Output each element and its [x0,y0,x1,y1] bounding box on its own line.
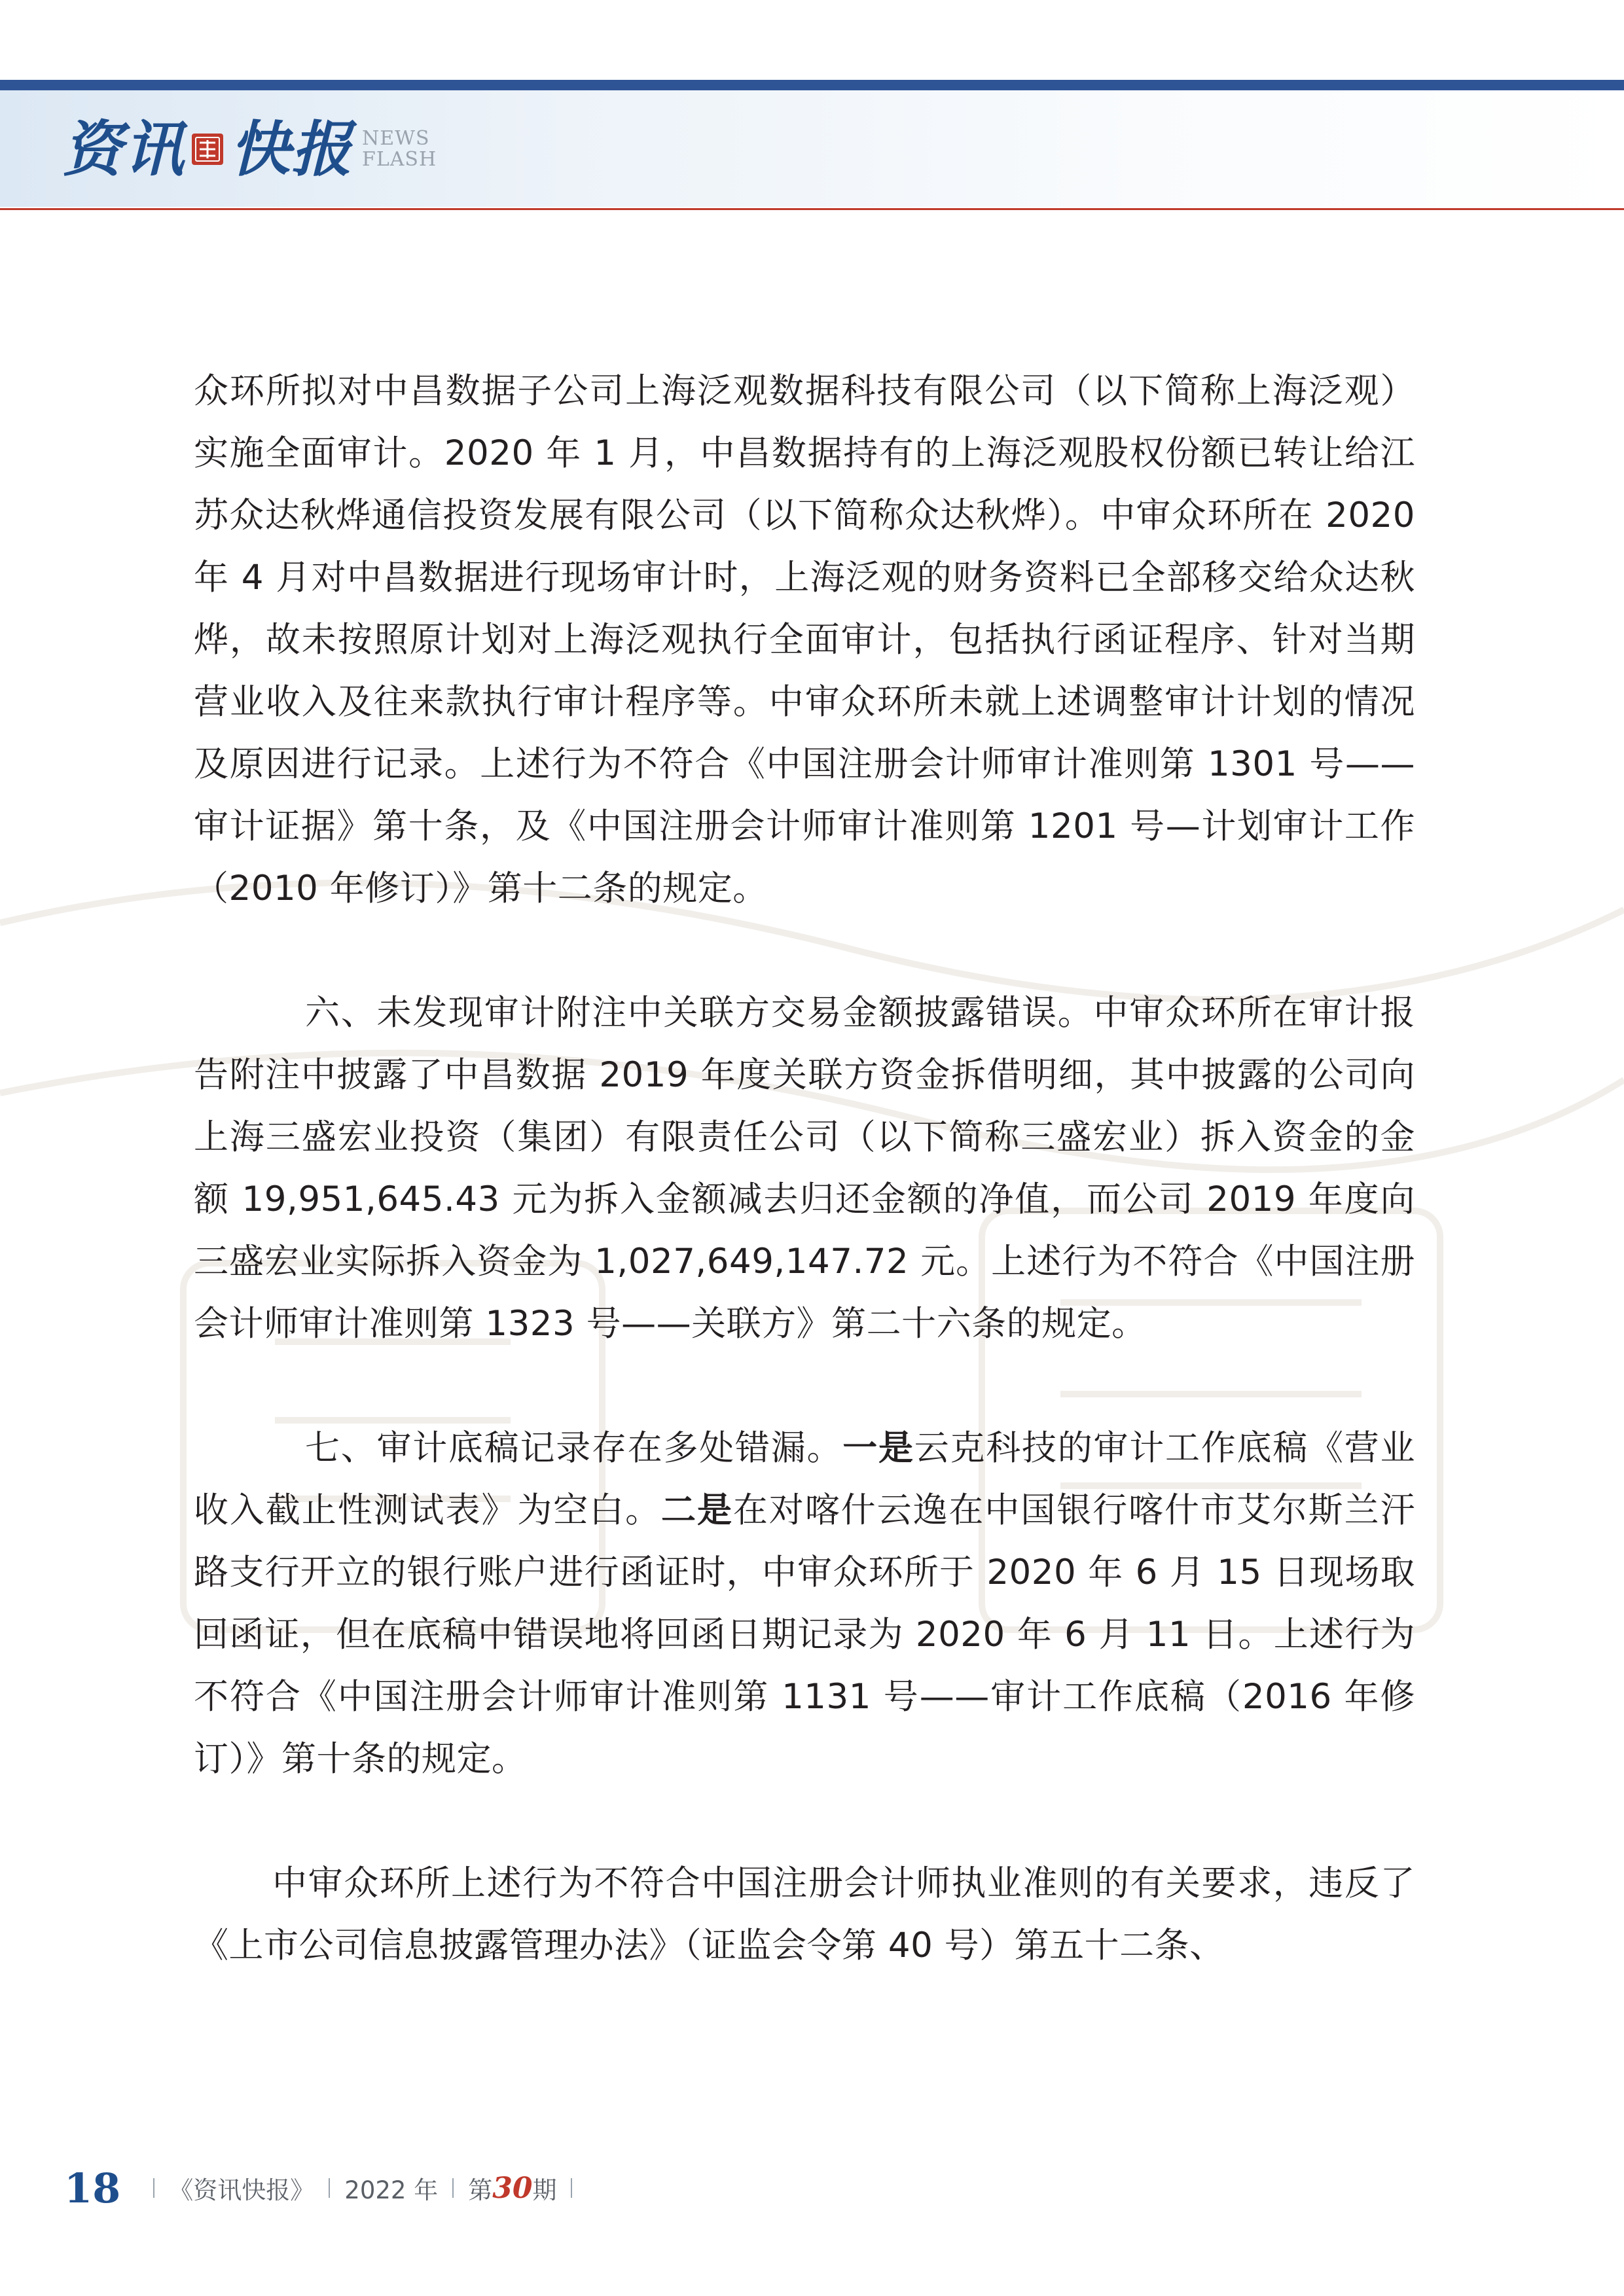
page-number: 18 [64,2164,121,2212]
paragraph-text: 在对喀什云逸在中国银行喀什市艾尔斯兰汗路支行开立的银行账户进行函证时，中审众环所于 2020 年 6 月 15 日现场取回函证，但在底稿中错误地将回函日期记录为 2020 年 6 月 11 日。上述行为不符合《中国注册会计师审计准则第 1131 号——审计工作底稿（2016 年修订）》第十条的规定。 [194,1490,1416,1779]
footer-separator [571,2178,572,2198]
paragraph-emphasis: 一是 [842,1428,914,1468]
footer-separator [452,2178,454,2198]
paragraph-2 [194,982,1415,1355]
paragraph-text: 六、未发现审计附注中关联方交易金额披露错误。中审众环所在审计报告附注中披露了中昌数据 2019 年度关联方资金拆借明细，其中披露的公司向上海三盛宏业投资（集团）有限责任公司（以下简称三盛宏业）拆入资金的金额 19,951,645.43 元为拆入金额减去归还金额的净值，而公司 2019 年度向三盛宏业实际拆入资金为 1,027,649,147.72 元。上述行为不符合《中国注册会计师审计准则第 1323 号——关联方》第二十六条的规定。 [194,993,1415,1344]
masthead-logo [62,110,437,188]
masthead-english [362,128,437,170]
footer-separator [153,2178,154,2198]
page-footer [64,2160,586,2216]
paragraph-4 [194,1852,1415,1977]
paragraph-3 [194,1417,1415,1790]
masthead-english-line1: NEWS [362,127,430,150]
masthead-title-right: 快报 [230,114,353,185]
paragraph-emphasis: 二是 [661,1490,733,1530]
footer-issue-prefix: 第 [468,2176,493,2204]
masthead-english-line2: FLASH [362,148,437,171]
header-top-bar [0,80,1624,90]
footer-separator [329,2178,330,2198]
footer-issue-number: 30 [492,2171,533,2205]
article-body [194,360,1415,1977]
paragraph-text: 云克科技的审计工作底稿《营业收入截止性测试表》为空白。 [194,1428,1415,1530]
seal-icon [190,132,225,166]
header-divider [0,208,1624,210]
footer-publication: 《资讯快报》 [169,2176,315,2204]
paragraph-text: 众环所拟对中昌数据子公司上海泛观数据科技有限公司（以下简称上海泛观）实施全面审计。2020 年 1 月，中昌数据持有的上海泛观股权份额已转让给江苏众达秋烨通信投资发展有限公司（以下简称众达秋烨）。中审众环所在 2020 年 4 月对中昌数据进行现场审计时，上海泛观的财务资料已全部移交给众达秋烨，故未按照原计划对上海泛观执行全面审计，包括执行函证程序、针对当期营业收入及往来款执行审计程序等。中审众环所未就上述调整审计计划的情况及原因进行记录。上述行为不符合《中国注册会计师审计准则第 1301 号——审计证据》第十条，及《中国注册会计师审计准则第 1201 号—计划审计工作（2010 年修订）》第十二条的规定。 [194,371,1415,908]
footer-issue-suffix: 期 [532,2176,557,2204]
footer-year: 2022 年 [344,2176,439,2204]
masthead-title-left: 资讯 [62,114,186,185]
paragraph-1 [194,360,1415,920]
paragraph-text: 七、审计底稿记录存在多处错漏。 [305,1428,843,1468]
paragraph-text: 中审众环所上述行为不符合中国注册会计师执业准则的有关要求，违反了《上市公司信息披露管理办法》（证监会令第 40 号）第五十二条、 [194,1863,1415,1965]
